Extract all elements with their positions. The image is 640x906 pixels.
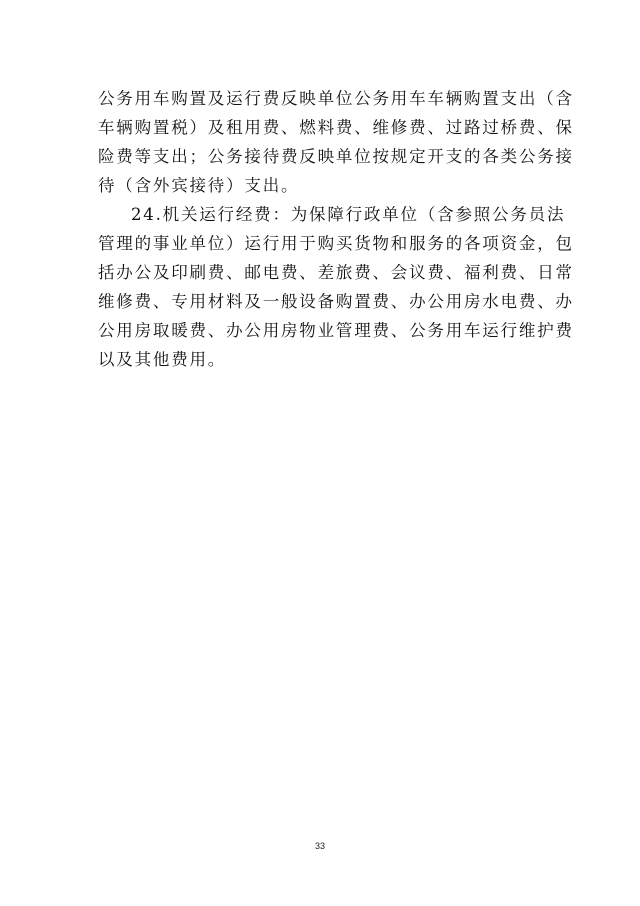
text-line: 以及其他费用。 [98, 350, 227, 369]
text-line: 维修费、专用材料及一般设备购置费、办公用房水电费、办 [98, 292, 574, 311]
body-text [98, 84, 574, 374]
page-number: 33 [314, 841, 325, 851]
text-line: 公用房取暖费、办公用房物业管理费、公务用车运行维护费 [98, 321, 574, 340]
text-line: 括办公及印刷费、邮电费、差旅费、会议费、福利费、日常 [98, 263, 574, 282]
text-line: 险费等支出；公务接待费反映单位按规定开支的各类公务接 [98, 147, 574, 166]
text-line: 公务用车购置及运行费反映单位公务用车车辆购置支出（含 [98, 89, 574, 108]
text-line: 管理的事业单位）运行用于购买货物和服务的各项资金，包 [98, 234, 574, 253]
text-line: 待（含外宾接待）支出。 [98, 176, 300, 195]
text-line-item-24-start: 24.机关运行经费：为保障行政单位（含参照公务员法 [131, 205, 566, 224]
text-line: 车辆购置税）及租用费、燃料费、维修费、过路过桥费、保 [98, 118, 574, 137]
